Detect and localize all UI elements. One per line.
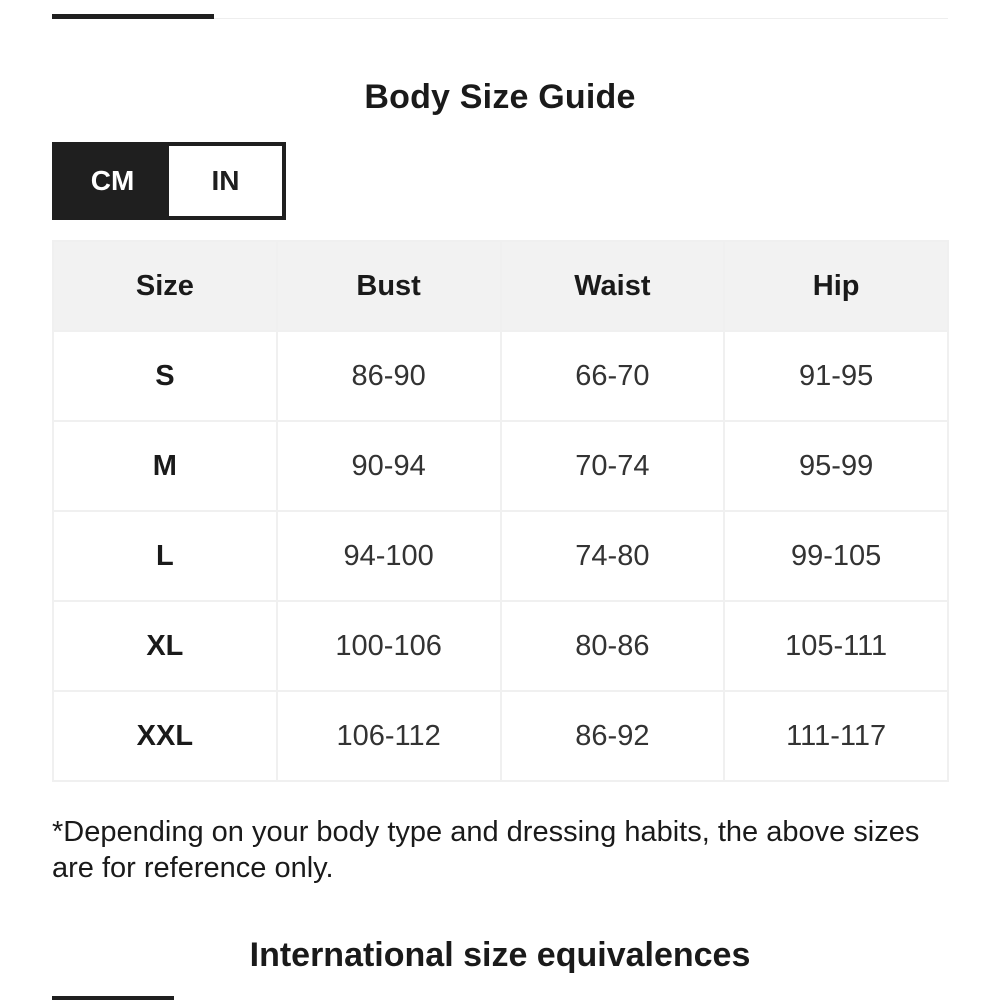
active-tab-indicator[interactable] bbox=[52, 14, 214, 19]
header-bust: Bust bbox=[277, 241, 501, 331]
bust-cell: 86-90 bbox=[277, 331, 501, 421]
size-cell: M bbox=[53, 421, 277, 511]
hip-cell: 99-105 bbox=[724, 511, 948, 601]
table-row bbox=[53, 421, 948, 511]
waist-cell: 74-80 bbox=[501, 511, 725, 601]
bust-cell: 94-100 bbox=[277, 511, 501, 601]
waist-cell: 66-70 bbox=[501, 331, 725, 421]
reference-note: *Depending on your body type and dressing habits, the above sizes are for reference only. bbox=[52, 816, 920, 884]
hip-cell: 91-95 bbox=[724, 331, 948, 421]
size-cell: L bbox=[53, 511, 277, 601]
hip-cell: 111-117 bbox=[724, 691, 948, 781]
waist-cell: 70-74 bbox=[501, 421, 725, 511]
size-cell: XXL bbox=[53, 691, 277, 781]
table-row bbox=[53, 601, 948, 691]
table-row bbox=[53, 331, 948, 421]
page-title: Body Size Guide bbox=[364, 78, 636, 116]
waist-cell: 80-86 bbox=[501, 601, 725, 691]
section-tab-indicator bbox=[52, 996, 174, 1000]
top-tab-bar bbox=[52, 14, 948, 20]
table-row bbox=[53, 691, 948, 781]
header-waist: Waist bbox=[501, 241, 725, 331]
unit-cm-button[interactable]: CM bbox=[56, 146, 169, 216]
waist-cell: 86-92 bbox=[501, 691, 725, 781]
size-cell: S bbox=[53, 331, 277, 421]
size-table bbox=[52, 240, 949, 782]
hip-cell: 105-111 bbox=[724, 601, 948, 691]
table-header-row bbox=[53, 241, 948, 331]
table-row bbox=[53, 511, 948, 601]
header-hip: Hip bbox=[724, 241, 948, 331]
section-title-international: International size equivalences bbox=[249, 936, 751, 974]
size-cell: XL bbox=[53, 601, 277, 691]
bust-cell: 100-106 bbox=[277, 601, 501, 691]
unit-in-button[interactable]: IN bbox=[169, 146, 282, 216]
bust-cell: 90-94 bbox=[277, 421, 501, 511]
unit-toggle bbox=[52, 142, 286, 220]
header-size: Size bbox=[53, 241, 277, 331]
bust-cell: 106-112 bbox=[277, 691, 501, 781]
hip-cell: 95-99 bbox=[724, 421, 948, 511]
